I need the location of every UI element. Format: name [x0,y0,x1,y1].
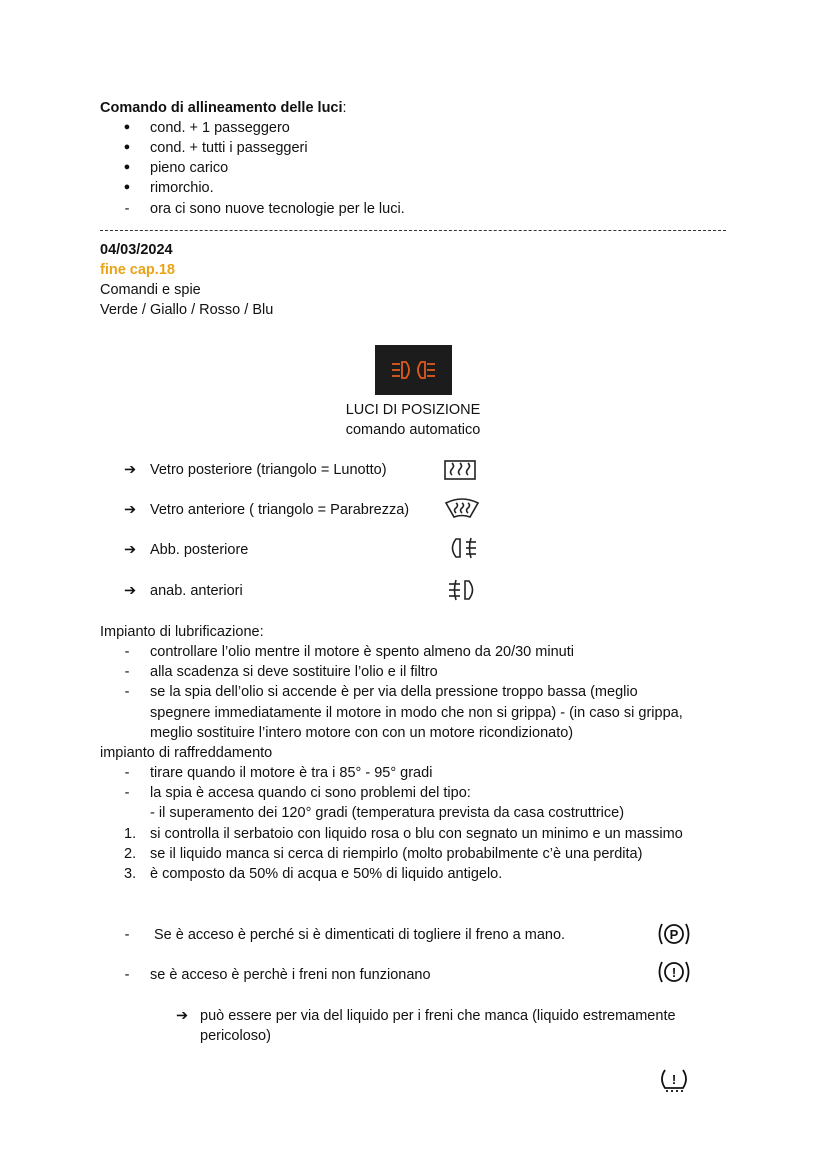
color-list: Verde / Giallo / Rosso / Blu [100,302,274,318]
bullet-icon: ● [123,181,131,193]
list-item-continued: pericoloso) [200,1028,271,1044]
list-number: 3. [124,866,137,882]
arrow-icon: ➔ [124,583,137,599]
list-item: ora ci sono nuove tecnologie per le luci. [150,201,405,217]
list-item: rimorchio. [150,180,214,196]
chapter-end: fine cap.18 [100,262,175,278]
position-lights-title: LUCI DI POSIZIONE [345,402,481,418]
list-item: si controlla il serbatoio con liquido rosa o blu con segnato un minimo e un massimo [150,826,683,842]
dash-icon: - [124,644,130,660]
dash-icon: - [124,684,130,700]
list-item: controllare l’olio mentre il motore è spento almeno da 20/30 minuti [150,644,574,660]
list-item: cond. + tutti i passeggeri [150,140,308,156]
list-item: può essere per via del liquido per i freni che manca (liquido estremamente [200,1008,676,1024]
subtitle: Comandi e spie [100,282,201,298]
list-item: Vetro posteriore (triangolo = Lunotto) [150,462,387,478]
list-number: 1. [124,826,137,842]
tire-mark: ! [671,1072,677,1087]
parking-brake-icon [656,918,692,954]
dash-icon: - [124,785,130,801]
lubrication-title: Impianto di lubrificazione: [100,624,264,640]
bullet-icon: ● [123,121,131,133]
list-item: se il liquido manca si cerca di riempirlo (molto probabilmente c’è una perdita) [150,846,643,862]
list-item: la spia è accesa quando ci sono problemi del tipo: [150,785,471,801]
rear-defrost-icon [440,455,480,487]
bullet-icon: ● [123,141,131,153]
heading-colon: : [342,100,347,116]
date: 04/03/2024 [100,242,173,258]
cooling-title: impianto di raffreddamento [100,745,273,761]
list-item: alla scadenza si deve sostituire l’olio e il filtro [150,664,438,680]
arrow-icon: ➔ [176,1008,189,1024]
dash-icon: - [124,967,130,983]
arrow-icon: ➔ [124,462,137,478]
list-item: anab. anteriori [150,583,243,599]
list-item: tirare quando il motore è tra i 85° - 95° gradi [150,765,433,781]
front-fog-light-icon [446,576,482,608]
list-item: Abb. posteriore [150,542,249,558]
list-item-continued: meglio sostituire l’intero motore con con un motore ricondizionato) [150,725,574,741]
list-item: Se è acceso è perché si è dimenticati di togliere il freno a mano. [154,927,566,943]
brake-warning-icon [656,956,692,992]
dash-icon: - [124,765,130,781]
list-item-continued: - il superamento dei 120° gradi (temperatura prevista da casa costruttrice) [150,805,625,821]
position-lights-icon [375,345,452,395]
heading-light-alignment [100,100,347,116]
dash-icon: - [124,664,130,680]
heading-text: Comando di allineamento delle luci [100,100,343,116]
arrow-icon: ➔ [124,542,137,558]
list-item: pieno carico [150,160,229,176]
arrow-icon: ➔ [124,502,137,518]
bullet-icon: ● [123,161,131,173]
dash-icon: - [124,927,130,943]
list-item: Vetro anteriore ( triangolo = Parabrezza) [150,502,410,518]
list-item: se è acceso è perchè i freni non funzionano [150,967,431,983]
parking-letter: P [669,927,679,942]
position-lights-subtitle: comando automatico [345,422,481,438]
front-defrost-icon [442,495,482,527]
rear-fog-light-icon [446,534,482,566]
list-item: è composto da 50% di acqua e 50% di liquido antigelo. [150,866,503,882]
list-item-continued: spegnere immediatamente il motore in modo che non si grippa) - (in caso si grippa, [150,705,683,721]
divider [100,230,726,231]
warning-mark: ! [671,965,677,980]
list-number: 2. [124,846,137,862]
dash-icon: - [124,201,130,217]
list-item: cond. + 1 passeggero [150,120,290,136]
list-item: se la spia dell’olio si accende è per via della pressione troppo bassa (meglio [150,684,638,700]
tire-pressure-icon [656,1064,692,1100]
